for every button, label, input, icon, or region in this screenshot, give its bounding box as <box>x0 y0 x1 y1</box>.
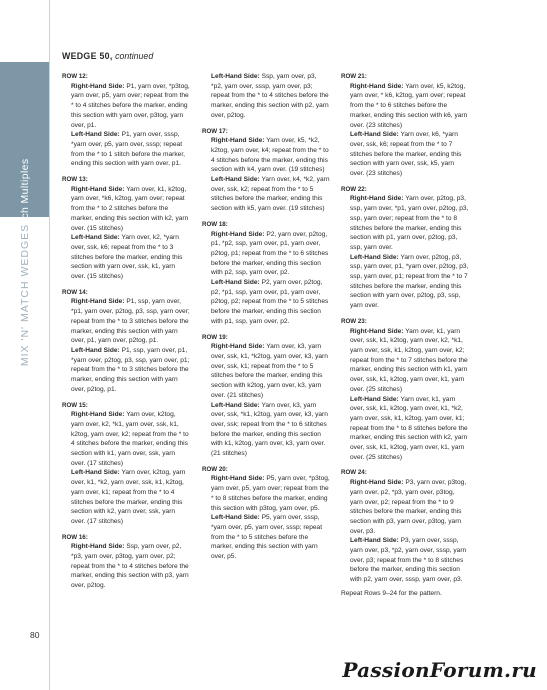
left-hand-instruction <box>202 175 330 214</box>
left-hand-instruction <box>62 233 190 282</box>
instruction-text: Yarn over, k3, yarn over, ssk, *k1, k2tog, yarn over, k3, yarn over, ssk; repeat from the * to 6 stitches before the marker, ending this section with k1, k2tog, yarn over, k3, yarn over. (21 stitches) <box>211 401 328 458</box>
chapter-label: MIX 'N' MATCH WEDGES <box>19 223 31 367</box>
right-hand-label: Right-Hand Side: <box>71 543 125 551</box>
left-hand-label: Left-Hand Side: <box>350 131 399 139</box>
row-heading: ROW 21: <box>341 73 367 80</box>
instruction-text: P2, yarn over, p2tog, p2, *p1, ssp, yarn over, p1, yarn over, p2tog, p2; repeat from the * to 5 stitches before the marker, ending this section with p1, ssp, yarn over, p2. <box>211 279 329 325</box>
row-heading: ROW 18: <box>202 220 228 228</box>
right-hand-instruction <box>341 478 469 536</box>
left-hand-label: Left-Hand Side: <box>71 469 120 477</box>
instruction-text: Yarn over, k1, yarn over, ssk, k1, k2tog, yarn over, k1, *k2, yarn over, ssk, k1, k2tog, yarn over, k1; repeat from the * to 8 stitches before the marker, ending this section with k2, yarn over, ssk, k1, k2tog, yarn over, k1, yarn over. (25 stitches) <box>350 395 468 461</box>
left-hand-instruction <box>202 72 330 121</box>
row-heading: ROW 20: <box>202 465 228 473</box>
row-heading: ROW 12: <box>62 73 88 80</box>
right-hand-label: Right-Hand Side: <box>211 137 265 145</box>
right-hand-instruction <box>62 542 190 591</box>
repeat-note: Repeat Rows 9–24 for the pattern. <box>341 589 442 597</box>
right-hand-instruction <box>202 136 330 175</box>
row-heading: ROW 23: <box>341 317 367 325</box>
right-hand-instruction <box>341 194 469 252</box>
continued-label: continued <box>115 51 154 61</box>
right-hand-instruction <box>202 342 330 400</box>
instruction-text: Yarn over, k6, *yarn over, ssk, k6; repeat from the * to 7 stitches before the marker, ending this section with yarn over, ssk, k5, yarn over. (23 stitches) <box>350 131 462 178</box>
wedge-title: WEDGE 50, <box>62 51 113 61</box>
right-hand-label: Right-Hand Side: <box>350 195 404 203</box>
instruction-text: Yarn over, p2tog, p3, ssp, yarn over, *p1, yarn over, p2tog, p3, ssp, yarn over; repeat from the * to 8 stitches before the marker, ending this section with p1, yarn over, p2tog, p3, ssp, yarn over. <box>350 195 469 251</box>
right-hand-instruction <box>202 230 330 279</box>
left-hand-label: Left-Hand Side: <box>71 346 120 354</box>
row-heading: ROW 15: <box>62 401 88 409</box>
instruction-text: Yarn over, k2tog, yarn over, k1, *k2, yarn over, ssk, k1, k2tog, yarn over, k1; repeat from the * to 4 stitches before the marker, ending this section with k2, yarn over, ssk, yarn over. (17 stitches) <box>71 469 186 525</box>
instruction-text: P3, yarn over, p3tog, yarn over, p2, *p3, yarn over, p3tog, yarn over, p2; repeat from the * to 9 stitches before the marker, ending this section with p3, yarn over, p3tog, yarn over, p3. <box>350 479 467 535</box>
section-tab <box>0 62 50 246</box>
left-hand-instruction <box>202 401 330 459</box>
right-hand-label: Right-Hand Side: <box>211 230 265 238</box>
left-hand-label: Left-Hand Side: <box>71 234 120 242</box>
left-hand-label: Left-Hand Side: <box>211 279 260 287</box>
instruction-text: Ssp, yarn over, p2, *p3, yarn over, p3tog, yarn over, p2; repeat from the * to 4 stitches before the marker, ending this section with p3, yarn over, p2tog. <box>71 543 189 590</box>
column-1 <box>62 72 190 591</box>
column-2 <box>202 72 330 562</box>
instruction-text: P1, ssp, yarn over, p1, *yarn over, p2tog, p3, ssp, yarn over, p1; repeat from the * to 3 stitches before the marker, ending this section with yarn over, p2tog, p1. <box>71 346 190 393</box>
right-hand-instruction <box>62 82 190 131</box>
left-hand-instruction <box>341 536 469 585</box>
left-hand-instruction <box>341 130 469 179</box>
left-hand-label: Left-Hand Side: <box>350 253 399 261</box>
left-hand-label: Left-Hand Side: <box>211 401 260 409</box>
right-hand-label: Right-Hand Side: <box>71 298 125 306</box>
instruction-text: P1, ssp, yarn over, *p1, yarn over, p2tog, p3, ssp, yarn over; repeat from the * to 3 stitches before the marker, ending this section with yarn over, p1, yarn over, p2tog, p1. <box>71 298 190 345</box>
left-hand-instruction <box>202 513 330 562</box>
right-hand-label: Right-Hand Side: <box>71 411 125 419</box>
right-hand-label: Right-Hand Side: <box>71 185 125 193</box>
right-hand-label: Right-Hand Side: <box>350 82 404 90</box>
row-heading: ROW 16: <box>62 533 88 541</box>
right-hand-label: Right-Hand Side: <box>211 475 265 483</box>
instruction-text: P2, yarn over, p2tog, p1, *p2, ssp, yarn over, p1, yarn over, p2tog, p1; repeat from the * to 6 stitches before the marker, ending this section with p2, ssp, yarn over, p2. <box>211 230 329 277</box>
right-hand-label: Right-Hand Side: <box>211 343 265 351</box>
column-3 <box>341 72 469 599</box>
instruction-text: Yarn over, k4, *k2, yarn over, ssk, k2; repeat from the * to 5 stitches before the marker, ending this section with k5, yarn over. (19 stitches) <box>211 176 330 213</box>
right-hand-instruction <box>341 327 469 395</box>
instruction-text: Yarn over, k2tog, yarn over, k2, *k1, yarn over, ssk, k1, k2tog, yarn over, k2; repeat from the * to 4 stitches before the marker, ending this section with k1, yarn over, ssk, yarn over. (17 stitches) <box>71 411 189 467</box>
left-hand-instruction <box>202 278 330 327</box>
instruction-text: P5, yarn over, sssp, *yarn over, p5, yarn over, sssp; repeat from the * to 5 stitches before the marker, ending this section with yarn over, p5. <box>211 514 323 561</box>
right-hand-instruction <box>62 185 190 234</box>
left-hand-instruction <box>62 130 190 169</box>
row-heading: ROW 22: <box>341 185 367 193</box>
instruction-text: Ssp, yarn over, p3, *p2, yarn over, sssp, yarn over, p3; repeat from the * to 4 stitches before the marker, ending this section with p2, yarn over, p2tog. <box>211 73 329 119</box>
right-hand-label: Right-Hand Side: <box>71 82 125 90</box>
instruction-text: Yarn over, k5, k2tog, yarn over, * k6, k2tog, yarn over; repeat from the * to 6 stitches before the marker, ending this section with k6, yarn over. (23 stitches) <box>350 82 468 129</box>
page-number: 80 <box>30 630 40 640</box>
row-heading: ROW 13: <box>62 176 88 184</box>
instruction-text: Yarn over, p2tog, p3, ssp, yarn over, p1, *yarn over, p2tog, p3, ssp, yarn over, p1; repeat from the * to 7 stitches before the marker, ending this section with yarn over, p2tog, p3, ssp, yarn over. <box>350 253 469 310</box>
left-hand-label: Left-Hand Side: <box>350 537 399 545</box>
instruction-text: Yarn over, k1, k2tog, yarn over, *k6, k2tog, yarn over; repeat from the * to 2 stitches before the marker, ending this section with k2, yarn over. (15 stitches) <box>71 185 189 232</box>
right-hand-label: Right-Hand Side: <box>350 479 404 487</box>
row-heading: ROW 24: <box>341 469 367 477</box>
left-hand-label: Left-Hand Side: <box>211 73 260 80</box>
right-hand-instruction <box>341 82 469 131</box>
right-hand-label: Right-Hand Side: <box>350 327 404 335</box>
instruction-text: Yarn over, k5, *k2, k2tog, yarn over, k4; repeat from the * to 4 stitches before the marker, ending this section with k4, yarn over. (19 stitches) <box>211 137 329 174</box>
instruction-text: Yarn over, k1, yarn over, ssk, k1, k2tog, yarn over, k2, *k1, yarn over, ssk, k1, k2tog, yarn over, k2; repeat from the * to 7 stitches before the marker, ending this section with k1, yarn over, ssk, k1, k2tog, yarn over, k1, yarn over. (25 stitches) <box>350 327 468 393</box>
instruction-text: Yarn over, k3, yarn over, ssk, k1, *k2tog, yarn over, k3, yarn over, ssk, k1; repeat from the * to 5 stitches before the marker, ending this section with k2tog, yarn over, k3, yarn over. (21 stitches) <box>211 343 328 399</box>
left-hand-instruction <box>62 346 190 395</box>
row-heading: ROW 19: <box>202 333 228 341</box>
instruction-text: P3, yarn over, sssp, yarn over, p3, *p2, yarn over, sssp, yarn over, p3; repeat from the * to 8 stitches before the marker, ending this section with p2, yarn over, sssp, yarn over, p3. <box>350 537 467 584</box>
left-hand-instruction <box>341 395 469 463</box>
section-tab-label: 8-Stitch Multiples <box>19 158 31 246</box>
right-hand-instruction <box>62 297 190 346</box>
right-hand-instruction <box>202 474 330 513</box>
watermark-text: PassionForum.ru <box>342 658 537 682</box>
sidebar-divider <box>49 0 50 690</box>
row-heading: ROW 17: <box>202 127 228 135</box>
page-heading <box>62 51 153 61</box>
instruction-text: P5, yarn over, *p3tog, yarn over, p5, yarn over; repeat from the * to 8 stitches before the marker, ending this section with p3tog, yarn over, p5. <box>211 475 330 512</box>
row-heading: ROW 14: <box>62 288 88 296</box>
instruction-text: P1, yarn over, sssp, *yarn over, p5, yarn over, sssp; repeat from the * to 1 stitch before the marker, ending this section with yarn over, p1. <box>71 131 185 168</box>
left-hand-label: Left-Hand Side: <box>71 131 120 139</box>
left-hand-label: Left-Hand Side: <box>211 176 260 184</box>
sidebar <box>0 0 50 690</box>
left-hand-instruction <box>62 468 190 526</box>
instruction-text: Yarn over, k2, *yarn over, ssk, k6; repeat from the * to 3 stitches before the marker, ending this section with yarn over, ssk, k1, yarn over. (15 stitches) <box>71 234 183 281</box>
left-hand-instruction <box>341 253 469 311</box>
instruction-text: P1, yarn over, *p3tog, yarn over, p5, yarn over; repeat from the * to 4 stitches before the marker, ending this section with yarn over, p3tog, yarn over, p1. <box>71 82 190 129</box>
left-hand-label: Left-Hand Side: <box>211 514 260 522</box>
left-hand-label: Left-Hand Side: <box>350 395 399 403</box>
right-hand-instruction <box>62 410 190 468</box>
